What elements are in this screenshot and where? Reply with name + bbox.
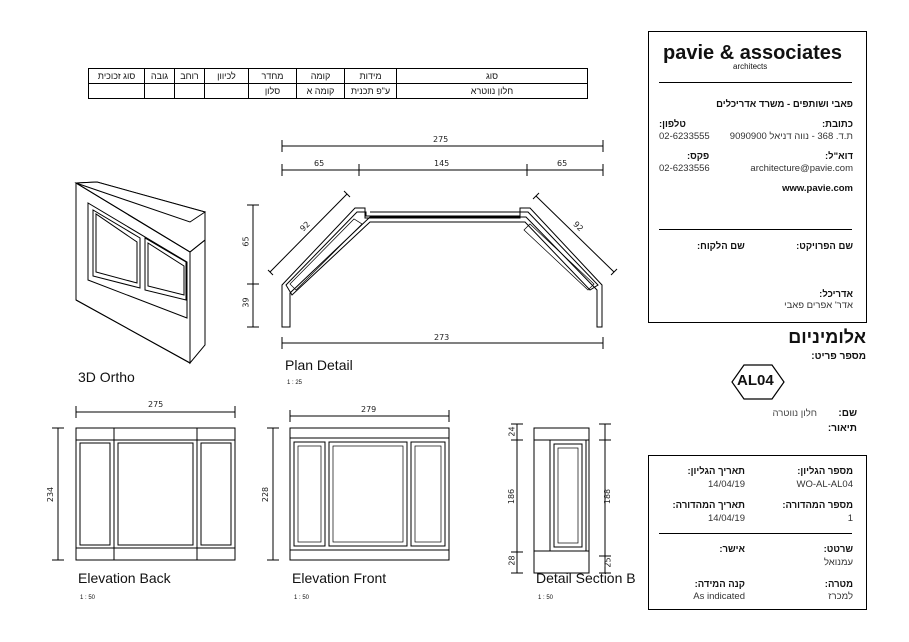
dim-back-width: 275 (148, 400, 164, 409)
schedule-cell: קומה א (297, 84, 345, 99)
schedule-header: גובה (145, 69, 175, 84)
sheet-date-label: תאריך הגליון: (687, 466, 745, 477)
name-label: שם: (838, 408, 857, 419)
firm-subtitle: architects (733, 62, 768, 71)
dim-plan-left: 65 (314, 159, 325, 168)
schedule-header: רוחב (175, 69, 205, 84)
view-label-plan: Plan Detail (285, 357, 353, 373)
drawn-by-value: עמנואל (823, 557, 853, 568)
dim-plan-right: 65 (557, 159, 568, 168)
revision-date-label: תאריך המהדורה: (672, 500, 745, 511)
view-label-front: Elevation Front (292, 570, 387, 586)
address-label: כתובת: (821, 119, 853, 130)
project-label: שם הפרויקט: (796, 241, 853, 252)
view-label-back: Elevation Back (78, 570, 171, 586)
item-category: אלומיניום (788, 327, 866, 347)
revision-date-value: 14/04/19 (708, 513, 745, 524)
dim-plan-height-lower: 39 (241, 297, 251, 308)
view-label-ortho: 3D Ortho (78, 369, 135, 385)
schedule-header: לכיוון (205, 69, 249, 84)
dim-plan-mid: 145 (434, 159, 450, 168)
description-label: תיאור: (827, 423, 857, 434)
elevation-front-drawing (267, 410, 449, 560)
view-scale-front: 1 : 50 (294, 595, 310, 601)
dim-plan-height-upper: 65 (241, 236, 251, 247)
schedule-cell: סלון (249, 84, 297, 99)
dim-sec-right-mid: 188 (603, 488, 613, 505)
fax-label: פקס: (687, 151, 710, 162)
sheet-info-block (648, 455, 867, 610)
dim-front-width: 279 (361, 405, 377, 414)
dim-plan-total-top: 275 (433, 135, 449, 144)
name-value: חלון נווטרה (772, 408, 817, 419)
schedule-header: סוג (397, 69, 588, 84)
item-code: AL04 (737, 372, 774, 389)
title-block (648, 31, 867, 323)
dim-back-height: 234 (46, 486, 56, 503)
purpose-value: למכרז (828, 591, 853, 602)
view-scale-section: 1 : 50 (538, 595, 554, 601)
plan-detail-drawing (247, 140, 617, 349)
phone-value: 02-6233555 (659, 131, 710, 142)
schedule-cell: ע"פ תכנית (345, 84, 397, 99)
purpose-label: מטרה: (824, 579, 853, 590)
part-number-label: מספר פריט: (811, 351, 866, 362)
client-label: שם הלקוח: (697, 241, 745, 252)
dim-sec-left-bot: 28 (507, 555, 517, 566)
schedule-cell: חלון נווטרא (397, 84, 588, 99)
drawn-by-label: שרטט: (823, 544, 853, 555)
dim-front-height: 228 (261, 486, 271, 503)
revision-number-value: 1 (847, 513, 853, 524)
schedule-header: מידות (345, 69, 397, 84)
address-value: ת.ד. 368 - נווה דניאל 9090900 (729, 131, 853, 142)
firm-name: pavie & associates (663, 42, 842, 64)
website: www.pavie.com (782, 183, 853, 194)
revision-number-label: מספר המהדורה: (782, 500, 853, 511)
view-label-section: Detail Section B (536, 570, 636, 586)
sheet-number-value: WO-AL-AL04 (796, 479, 853, 490)
schedule-header: קומה (297, 69, 345, 84)
email-label: דוא"ל: (825, 151, 853, 162)
sheet-date-value: 14/04/19 (708, 479, 745, 490)
dim-plan-bottom: 273 (434, 333, 450, 342)
elevation-back-drawing (52, 406, 235, 560)
dim-plan-diag-right: 92 (571, 219, 585, 234)
email-value: architecture@pavie.com (750, 163, 853, 174)
scale-label: קנה המידה: (694, 579, 745, 590)
fax-value: 02-6233556 (659, 163, 710, 174)
phone-label: טלפון: (659, 119, 686, 130)
dim-sec-right-bot: 25 (603, 557, 613, 568)
view-scale-back: 1 : 50 (80, 595, 96, 601)
architect-label: אדריכל: (819, 289, 853, 300)
dim-sec-left-mid: 186 (507, 488, 517, 505)
scale-value: As indicated (693, 591, 745, 602)
sheet-number-label: מספר הגליון: (797, 466, 853, 477)
ortho-window-drawing (76, 182, 205, 363)
dim-plan-diag-left: 92 (298, 219, 312, 234)
architect-value: אדר' אפרים פאבי (784, 300, 853, 311)
approved-label: אישר: (719, 544, 745, 555)
office-name: פאבי ושותפים - משרד אדריכלים (716, 99, 853, 110)
view-scale-plan: 1 : 25 (287, 380, 303, 386)
schedule-header: סוג זכוכית (89, 69, 145, 84)
dim-sec-left-top: 24 (507, 426, 517, 437)
schedule-header: מחדר (249, 69, 297, 84)
detail-section-drawing (511, 424, 611, 573)
